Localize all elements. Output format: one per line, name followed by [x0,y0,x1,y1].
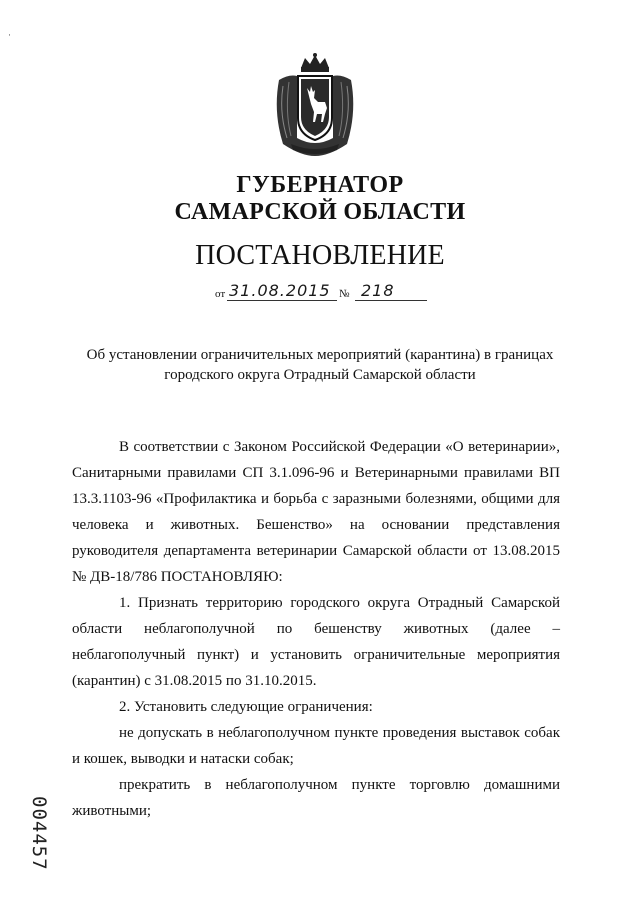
subject-line-2: городского округа Отрадный Самарской области [164,367,476,383]
number-label: № [339,288,350,300]
registration-number: 004457 [28,796,50,871]
subject-line-1: Об установлении ограничительных мероприятий (карантина) в границах [86,347,554,363]
document-number: 218 [361,281,395,300]
document-subject [0,345,640,385]
authority-region: САМАРСКОЙ ОБЛАСТИ [174,199,466,225]
restriction-1-paragraph: не допускать в неблагополучном пункте проведения выставок собак и кошек, выводки и натаски собак; [72,725,560,767]
number-underline [355,300,427,301]
corner-mark: · [8,30,11,40]
preamble-paragraph: В соответствии с Законом Российской Федерации «О ветеринарии», Санитарными правилами СП 3.1.096-96 и Ветеринарными правилами ВП 13.3.1103-96 «Профилактика и борьба с заразными болезнями, общими для человека и животных. Бешенство» на основании представления руководителя департамента ветеринарии Самарской области от 13.08.2015 № ДВ-18/786 ПОСТАНОВЛЯЮ: [72,439,560,585]
restriction-2-paragraph: прекратить в неблагополучном пункте торговлю домашними животными; [72,777,560,819]
date-underline [227,300,337,301]
date-number-line [215,282,430,304]
document-type: ПОСТАНОВЛЕНИЕ [195,240,445,271]
document-body [72,434,560,824]
authority-title: ГУБЕРНАТОР [236,172,404,198]
item-1-paragraph: 1. Признать территорию городского округа Отрадный Самарской области неблагополучной по бешенству животных (далее – неблагополучный пункт) и установить ограничительные мероприятия (карантин) с 31.08.2015 по 31.10.2015. [72,595,560,689]
coat-of-arms-icon [271,52,359,158]
date-from-label: от [215,288,226,300]
item-2-paragraph: 2. Установить следующие ограничения: [119,699,373,715]
registration-stamp [24,796,54,871]
document-date: 31.08.2015 [229,281,331,300]
